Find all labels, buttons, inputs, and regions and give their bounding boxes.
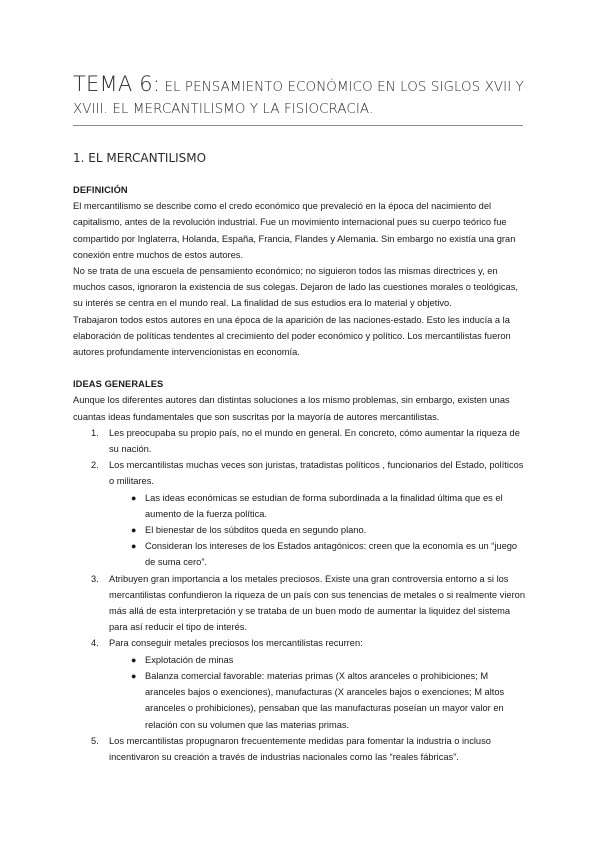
definicion-paragraph: El mercantilismo se describe como el credo económico que prevaleció en la época del nacimiento del capitalismo, antes de la revolución industrial. Fue un movimiento internacional pues su cuerpo teórico fue compartido por Inglaterra, Holanda, España, Francia, Flandes y Alemania. Sin embargo no existía una gran conexión entre muchos de estos autores. bbox=[73, 201, 516, 260]
list-item-text: Atribuyen gran importancia a los metales preciosos. Existe una gran controversia entorno a si los mercantilistas confundieron la riqueza de un país con sus tenencias de metales o si realmente vieron más allá de esta interpretación y se trataba de un buen modo de aumentar la liquidez del sistema para así reducir el tipo de interés. bbox=[109, 573, 526, 633]
bullet-icon: ● bbox=[131, 541, 137, 552]
sub-list-item-text: Las ideas económicas se estudian de forma subordinada a la finalidad última que es el aumento de la fuerza política. bbox=[145, 492, 503, 519]
list-item-text: Para conseguir metales preciosos los mercantilistas recurren: bbox=[109, 638, 363, 649]
sub-list-item-text: Consideran los intereses de los Estados antagónicos: creen que la economía es un “juego de suma cero”. bbox=[145, 541, 518, 568]
definicion-paragraph: Trabajaron todos estos autores en una época de la aparición de las naciones-estado. Esto les inducía a la elaboración de políticas tendentes al crecimiento del poder económico y político. Los mercantilistas fueron autores profundamente intervencionistas en economía. bbox=[73, 314, 511, 358]
sub-list-item bbox=[73, 652, 529, 668]
title-divider bbox=[73, 125, 523, 126]
sub-list-item bbox=[73, 538, 529, 570]
bullet-icon: ● bbox=[131, 492, 137, 503]
ideas-list bbox=[73, 425, 529, 490]
title-tema: TEMA 6: bbox=[73, 72, 161, 96]
title-subject: EL PENSAMIENTO ECONÓMICO EN LOS SIGLOS XVII Y XVIII. EL MERCANTILISMO Y LA FISIOCRACIA. bbox=[73, 80, 524, 117]
definicion-heading: DEFINICIÓN bbox=[73, 185, 128, 195]
list-item bbox=[73, 457, 529, 489]
sub-list-item bbox=[73, 490, 529, 522]
spacer bbox=[73, 360, 529, 376]
list-item-text: Los mercantilistas muchas veces son juristas, tratadistas políticos , funcionarios del Estado, políticos o militares. bbox=[109, 460, 524, 487]
list-item bbox=[73, 425, 529, 457]
sub-list-item bbox=[73, 668, 529, 733]
ideas-list bbox=[73, 571, 529, 652]
list-number: 5. bbox=[91, 735, 99, 746]
section-heading: 1. EL MERCANTILISMO bbox=[73, 151, 207, 165]
list-number: 4. bbox=[91, 638, 99, 649]
bullet-icon: ● bbox=[131, 654, 137, 665]
list-item bbox=[73, 635, 529, 651]
sub-list-item2 bbox=[73, 490, 529, 571]
list-item bbox=[73, 571, 529, 636]
sub-list-item-text: Balanza comercial favorable: materias primas (X altos aranceles o prohibiciones; M aranceles bajos o exenciones), manufacturas (X aranceles bajos o exenciones; M altos aranceles o prohibiciones), pensaban que las manufacturas poseían un mayor valor en relación con su volumen que las materias primas. bbox=[145, 670, 505, 730]
list-number: 2. bbox=[91, 460, 99, 471]
sub-list-item4 bbox=[73, 652, 529, 733]
list-number: 3. bbox=[91, 573, 99, 584]
list-item-text: Los mercantilistas propugnaron frecuentemente medidas para fomentar la industria o incluso incentivaron su creación a través de industrias nacionales como las “reales fábricas”. bbox=[109, 735, 491, 762]
sub-list-item bbox=[73, 522, 529, 538]
document-title bbox=[73, 72, 543, 120]
ideas-list bbox=[73, 733, 529, 765]
ideas-heading: IDEAS GENERALES bbox=[73, 379, 164, 390]
sub-list-item-text: Explotación de minas bbox=[145, 654, 234, 665]
list-item-text: Les preocupaba su propio país, no el mundo en general. En concreto, cómo aumentar la riqueza de su nación. bbox=[109, 427, 520, 455]
list-number: 1. bbox=[91, 427, 99, 438]
bullet-icon: ● bbox=[131, 525, 137, 536]
definicion-paragraph: No se trata de una escuela de pensamiento económico; no siguieron todos las mismas directrices y, en muchos casos, ignoraron la existencia de sus colegas. Dejaron de lado las cuestiones morales o teológicas, su interés se centra en el mundo real. La finalidad de sus estudios era lo material y objetivo. bbox=[73, 266, 518, 309]
list-item bbox=[73, 733, 529, 765]
bullet-icon: ● bbox=[131, 670, 137, 681]
document-body bbox=[73, 182, 529, 765]
sub-list-item-text: El bienestar de los súbditos queda en segundo plano. bbox=[145, 525, 367, 536]
ideas-intro: Aunque los diferentes autores dan distintas soluciones a los mismo problemas, sin embargo, existen unas cuantas ideas fundamentales que son suscritas por la mayoría de autores mercantilistas. bbox=[73, 395, 510, 422]
